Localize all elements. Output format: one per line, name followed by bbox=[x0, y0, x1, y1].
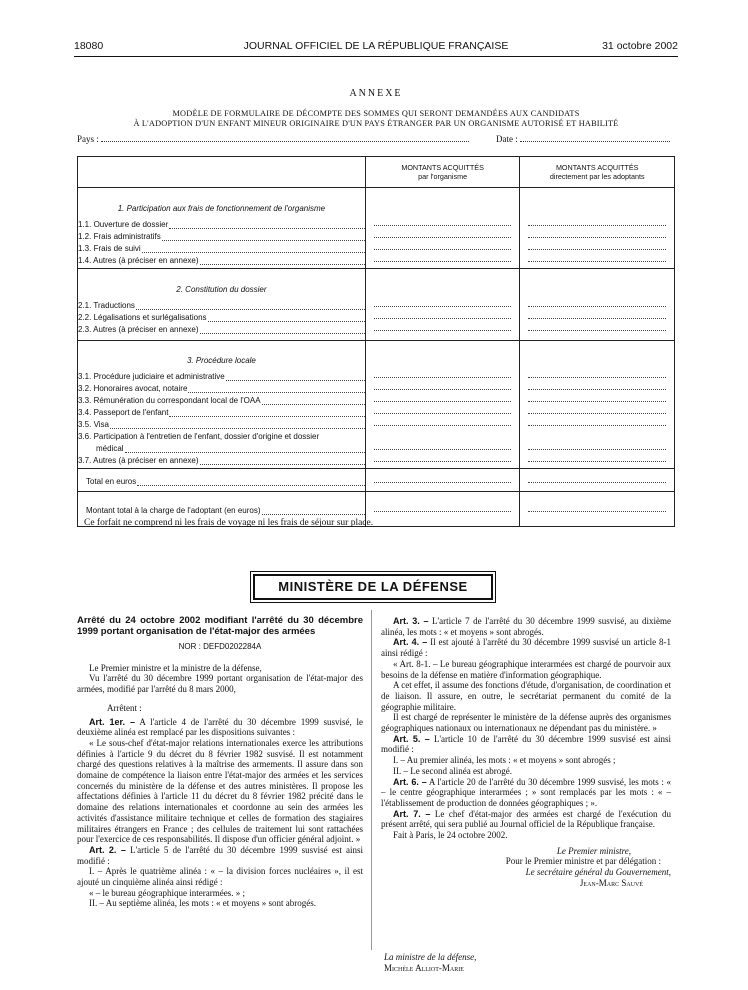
issue-date: 31 octobre 2002 bbox=[602, 40, 678, 52]
label-column-header bbox=[78, 157, 366, 188]
amount-cell bbox=[520, 492, 675, 527]
list-item: 1.1. Ouverture de dossier bbox=[78, 217, 365, 229]
article-2-ii: II. – Au septième alinéa, les mots : « et moyens » sont abrogés. bbox=[89, 898, 316, 909]
fait-a-paris: Fait à Paris, le 24 octobre 2002. bbox=[393, 830, 508, 841]
signature-title-3: La ministre de la défense, bbox=[384, 952, 477, 962]
article-4: Art. 4. – Il est ajouté à l'arrêté du 30 décembre 1999 susvisé un article 8-1 ainsi rédigé : bbox=[381, 637, 672, 659]
signature-title-2: Le secrétaire général du Gouvernement, bbox=[525, 867, 671, 878]
ministry-heading: MINISTÈRE DE LA DÉFENSE bbox=[253, 574, 493, 600]
paragraph: Le Premier ministre et la ministre de la défense, bbox=[89, 662, 262, 673]
amount-cell bbox=[520, 341, 675, 469]
list-item: 3.1. Procédure judiciaire et administrative bbox=[78, 369, 365, 381]
pays-label: Pays : bbox=[77, 134, 99, 144]
table-section-3 bbox=[78, 341, 675, 469]
total-row bbox=[78, 469, 675, 492]
signature-name-2: Michèle Alliot-Marie bbox=[384, 962, 464, 973]
article-4-quote-1: « Art. 8-1. – Le bureau géographique interarmées est chargé de pourvoir aux besoins de la défense en matière d'information géographique. bbox=[381, 658, 671, 680]
list-item: 3.5. Visa bbox=[78, 417, 365, 429]
article-2: Art. 2. – L'article 5 de l'arrêté du 30 décembre 1999 susvisé est ainsi modifié : bbox=[77, 844, 364, 866]
list-item: 2.3. Autres (à préciser en annexe) bbox=[78, 322, 365, 334]
signature-title-1: Le Premier ministre, bbox=[556, 845, 631, 856]
annexe-subtitle-1: MODÈLE DE FORMULAIRE DE DÉCOMPTE DES SOMMES QUI SERONT DEMANDÉES AUX CANDIDATS bbox=[172, 109, 580, 118]
amount-cell bbox=[365, 188, 520, 269]
arrete-title: Arrêté du 24 octobre 2002 modifiant l'arrêté du 30 décembre 1999 portant organisation de l'état-major des armées bbox=[77, 615, 363, 637]
table-section-1 bbox=[78, 188, 675, 269]
date-field bbox=[496, 133, 670, 144]
journal-title: JOURNAL OFFICIEL DE LA RÉPUBLIQUE FRANÇAISE bbox=[243, 40, 509, 52]
date-dots bbox=[520, 133, 670, 142]
amount-cell bbox=[520, 469, 675, 492]
article-6: Art. 6. – A l'article 20 de l'arrêté du 30 décembre 1999 susvisé, les mots : « – le centre géographique interarmées ; » sont remplacés par les mots : « – l'établissement de production de données géographiques ; ». bbox=[381, 776, 671, 808]
pays-dots bbox=[101, 133, 469, 142]
list-item: 2.1. Traductions bbox=[78, 298, 365, 310]
article-7: Art. 7. – Le chef d'état-major des armées est chargé de l'exécution du présent arrêté, qui sera publié au Journal officiel de la République française. bbox=[381, 808, 672, 830]
signature-delegation: Pour le Premier ministre et par délégation : bbox=[505, 856, 661, 867]
list-item: 2.2. Légalisations et surlégalisations bbox=[78, 310, 365, 322]
grand-total-label: Montant total à la charge de l'adoptant (en euros) bbox=[78, 492, 366, 527]
col-adoptants-header: MONTANTS ACQUITTÉS directement par les adoptants bbox=[520, 157, 675, 188]
article-1: Art. 1er. – A l'article 4 de l'arrêté du 30 décembre 1999 susvisé, le deuxième alinéa est remplacé par les dispositions suivantes : bbox=[77, 716, 363, 738]
page-number: 18080 bbox=[74, 40, 104, 52]
article-4-quote-2: A cet effet, il assume des fonctions d'étude, d'organisation, de coordination et de liaison. Il assure, en outre, le secrétariat permanent du comité de la géographie militaire. bbox=[381, 680, 671, 712]
pays-field bbox=[77, 133, 469, 144]
article-1-quote: « Le sous-chef d'état-major relations internationales exerce les attributions définies à l'article 9 du décret du 8 février 1982 susvisé. Il est notamment chargé des questions relatives à la maîtrise des armements. Il assure dans son domaine de compétence la liaison entre l'état-major des armées et les services concernés du ministère de la défense et des autres ministères. Il propose les affectations définies à l'article 11 du décret du 8 février 1982 précité dans le domaine des relations internationales et coordonne au sein des armées les activités d'assistance militaire technique et celles de formation des stagiaires militaires étrangers en France ; des cellules de traitement lui sont rattachées pour l'exercice de ces responsabilités. Il dispose d'un officier général adjoint. » bbox=[77, 737, 363, 845]
list-item: 3.2. Honoraires avocat, notaire bbox=[78, 381, 365, 393]
header-rule bbox=[74, 56, 678, 57]
list-item: 3.7. Autres (à préciser en annexe) bbox=[78, 453, 365, 465]
article-5-i: I. – Au premier alinéa, les mots : « et moyens » sont abrogés ; bbox=[393, 755, 616, 766]
list-item: 3.6. Participation à l'entretien de l'enfant, dossier d'origine et dossier bbox=[78, 432, 320, 441]
article-2-i-quote: « – le bureau géographique interarmées. » ; bbox=[89, 887, 245, 898]
list-item: 3.3. Rémunération du correspondant local de l'OAA bbox=[78, 393, 365, 405]
list-item-continuation: médical bbox=[78, 441, 365, 453]
arretent: Arrêtent : bbox=[107, 702, 142, 713]
total-label: Total en euros bbox=[78, 469, 366, 492]
list-item: 1.2. Frais administratifs bbox=[78, 229, 365, 241]
section-2-title: 2. Constitution du dossier bbox=[176, 285, 267, 294]
list-item: 1.3. Frais de suivi bbox=[78, 241, 365, 253]
table-header-row bbox=[78, 157, 675, 188]
decompte-table bbox=[77, 156, 675, 527]
nor-reference: NOR : DEFD0202284A bbox=[178, 642, 262, 651]
article-3: Art. 3. – L'article 7 de l'arrêté du 30 décembre 1999 susvisé, au dixième alinéa, les mots : « et moyens » sont abrogés. bbox=[381, 616, 672, 637]
section-3-title: 3. Procédure locale bbox=[186, 356, 256, 365]
right-column bbox=[381, 616, 671, 889]
article-4-quote-3: Il est chargé de représenter le ministère de la défense auprès des organismes géographiques nationaux ou internationaux ne dépendant pas du ministère. » bbox=[381, 712, 671, 734]
list-item: 3.4. Passeport de l'enfant bbox=[78, 405, 365, 417]
paragraph: Vu l'arrêté du 30 décembre 1999 portant organisation de l'état-major des armées, modifié par l'arrêté du 8 mars 2000, bbox=[77, 673, 363, 695]
article-5-ii: II. – Le second alinéa est abrogé. bbox=[393, 765, 512, 776]
article-2-i: I. – Après le quatrième alinéa : « – la division forces nucléaires », il est ajouté un cinquième alinéa ainsi rédigé : bbox=[77, 866, 363, 888]
signature-name-1: Jean-Marc Sauvé bbox=[579, 877, 643, 888]
amount-cell bbox=[365, 269, 520, 341]
col-organisme-header: MONTANTS ACQUITTÉS par l'organisme bbox=[365, 157, 520, 188]
annexe-title: ANNEXE bbox=[349, 88, 403, 99]
left-column bbox=[77, 616, 363, 909]
date-label: Date : bbox=[496, 134, 518, 144]
amount-cell bbox=[365, 492, 520, 527]
list-item: 1.4. Autres (à préciser en annexe) bbox=[78, 253, 365, 265]
forfait-note: Ce forfait ne comprend ni les frais de voyage ni les frais de séjour sur place. bbox=[84, 518, 374, 528]
amount-cell bbox=[520, 188, 675, 269]
annexe-subtitle-2: À L'ADOPTION D'UN ENFANT MINEUR ORIGINAIRE D'UN PAYS ÉTRANGER PAR UN ORGANISME AUTORISÉ ET HABILITÉ bbox=[133, 119, 619, 128]
amount-cell bbox=[365, 341, 520, 469]
minister-signature bbox=[384, 952, 584, 973]
column-divider bbox=[371, 610, 372, 950]
amount-cell bbox=[520, 269, 675, 341]
amount-cell bbox=[365, 469, 520, 492]
section-1-title: 1. Participation aux frais de fonctionnement de l'organisme bbox=[117, 204, 326, 213]
table-section-2 bbox=[78, 269, 675, 341]
article-5: Art. 5. – L'article 10 de l'arrêté du 30 décembre 1999 susvisé est ainsi modifié : bbox=[381, 733, 672, 755]
